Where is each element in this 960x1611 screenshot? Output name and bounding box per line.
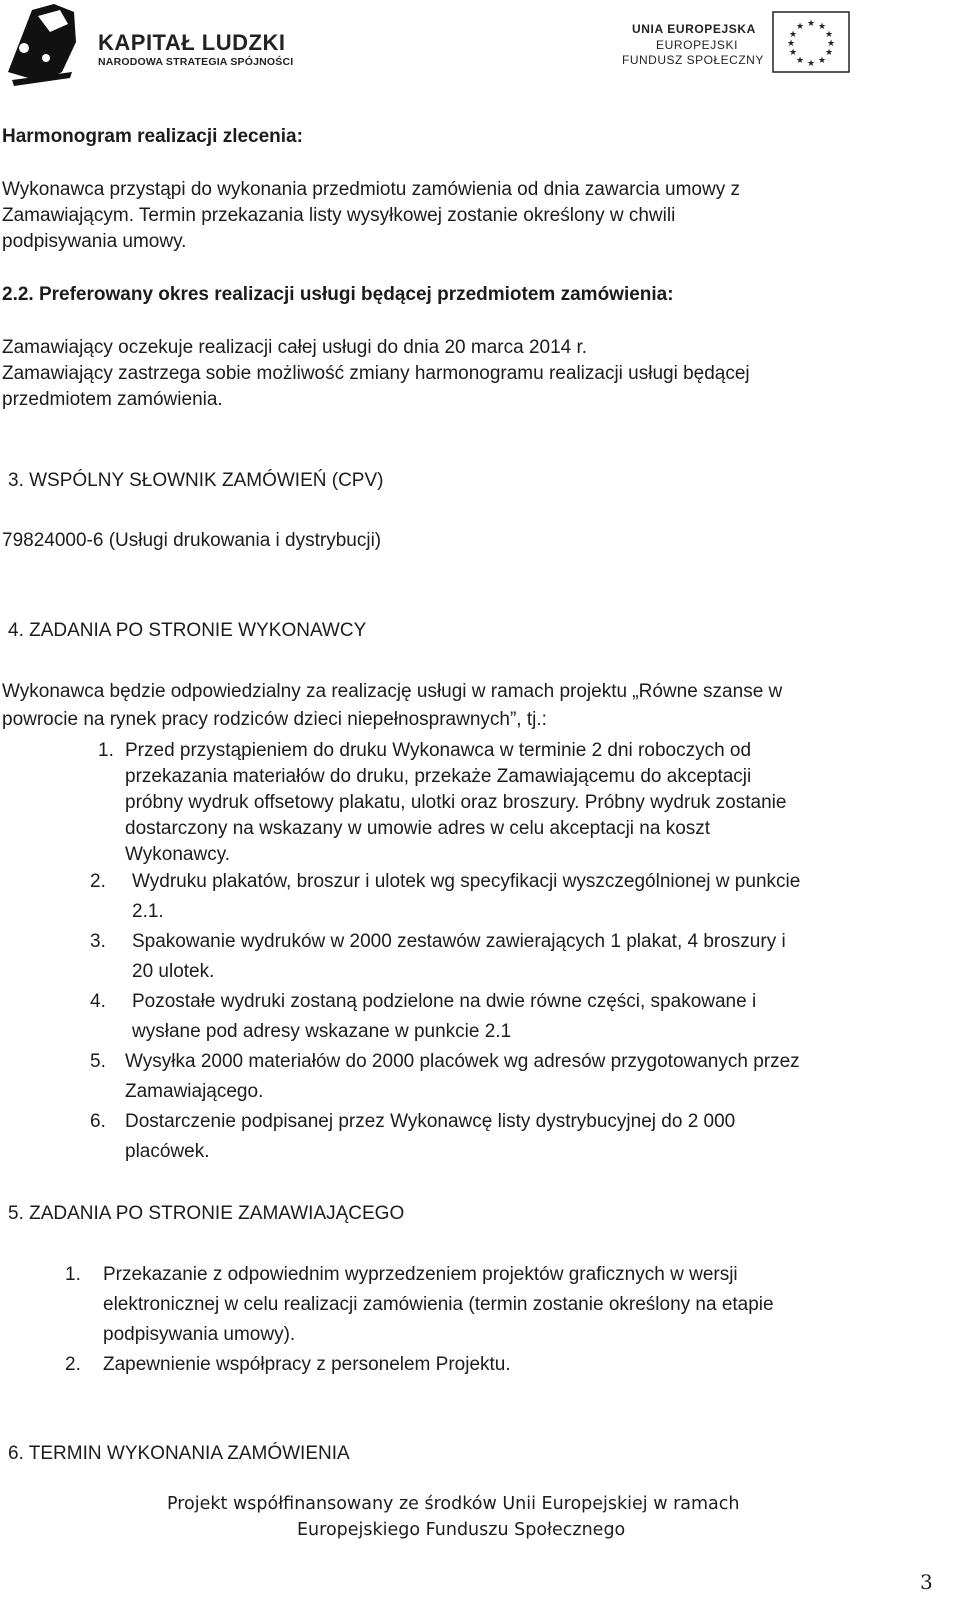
section-4-item-2-line: 2.1. — [132, 901, 164, 922]
svg-text:★: ★ — [806, 19, 816, 29]
section-4-item-6-line: Dostarczenie podpisanej przez Wykonawcę listy dystrybucyjnej do 2 000 — [125, 1111, 736, 1132]
section-4-item-1-line: przekazania materiałów do druku, przekaże Zamawiającemu do akceptacji — [125, 766, 752, 787]
schedule-heading: Harmonogram realizacji zlecenia: — [2, 126, 303, 147]
svg-text:★: ★ — [817, 22, 827, 32]
section-4-intro-1: Wykonawca będzie odpowiedzialny za realizację usługi w ramach projektu „Równe szanse w — [2, 681, 783, 702]
section-4-item-1-line: dostarczony na wskazany w umowie adres w celu akceptacji na koszt — [125, 818, 711, 839]
eu-logo-line3: FUNDUSZ SPOŁECZNY — [622, 53, 764, 67]
section-5-item-1-line: elektronicznej w celu realizacji zamówienia (termin zostanie określony na etapie — [103, 1294, 774, 1315]
svg-text:★: ★ — [806, 59, 816, 69]
svg-text:★: ★ — [826, 39, 836, 49]
section-4-item-3-line: Spakowanie wydruków w 2000 zestawów zawierających 1 plakat, 4 broszury i — [132, 931, 786, 952]
eu-logo-line2: EUROPEJSKI — [656, 38, 739, 52]
footer-line-1: Projekt współfinansowany ze środków Unii Europejskiej w ramach — [167, 1494, 740, 1514]
section-4-item-3-line: 20 ulotek. — [132, 961, 215, 982]
section-4-item-2-num: 2. — [90, 871, 106, 892]
section-2-2-line-1: Zamawiający oczekuje realizacji całej usługi do dnia 20 marca 2014 r. — [2, 337, 588, 358]
svg-text:★: ★ — [788, 48, 798, 58]
section-5-item-1-line: podpisywania umowy). — [103, 1324, 296, 1345]
section-4-item-4-num: 4. — [90, 991, 106, 1012]
kapital-ludzki-subtitle: NARODOWA STRATEGIA SPÓJNOŚCI — [98, 56, 294, 68]
footer-line-2: Europejskiego Funduszu Społecznego — [297, 1520, 626, 1540]
schedule-line-2: Zamawiającym. Termin przekazania listy wysyłkowej zostanie określony w chwili — [2, 205, 676, 226]
section-4-item-1-line: Wykonawcy. — [125, 844, 231, 865]
section-5-heading: 5. ZADANIA PO STRONIE ZAMAWIAJĄCEGO — [8, 1203, 405, 1224]
section-6-heading: 6. TERMIN WYKONANIA ZAMÓWIENIA — [8, 1443, 350, 1464]
section-2-2-line-2: Zamawiający zastrzega sobie możliwość zmiany harmonogramu realizacji usługi będącej — [2, 363, 750, 384]
svg-text:★: ★ — [795, 22, 805, 32]
section-4-item-1-line: Przed przystąpieniem do druku Wykonawca w terminie 2 dni roboczych od — [125, 740, 752, 761]
section-4-item-5-line: Zamawiającego. — [125, 1081, 264, 1102]
eu-logo-line1: UNIA EUROPEJSKA — [632, 22, 756, 36]
svg-text:★: ★ — [795, 56, 805, 66]
schedule-line-1: Wykonawca przystąpi do wykonania przedmiotu zamówienia od dnia zawarcia umowy z — [2, 179, 741, 200]
section-2-2-line-3: przedmiotem zamówienia. — [2, 389, 223, 410]
schedule-line-3: podpisywania umowy. — [2, 231, 187, 252]
section-4-item-3-num: 3. — [90, 931, 106, 952]
page-number: 3 — [920, 1570, 933, 1594]
svg-text:★: ★ — [788, 30, 798, 40]
section-4-item-4-line: Pozostałe wydruki zostaną podzielone na dwie równe części, spakowane i — [132, 991, 757, 1012]
svg-text:★: ★ — [817, 56, 827, 66]
section-4-intro-2: powrocie na rynek pracy rodziców dzieci niepełnosprawnych”, tj.: — [2, 709, 547, 730]
cpv-code: 79824000-6 (Usługi drukowania i dystrybucji) — [2, 530, 382, 551]
svg-text:★: ★ — [824, 30, 834, 40]
section-5-item-2-line: Zapewnienie współpracy z personelem Projektu. — [103, 1354, 511, 1375]
section-4-heading: 4. ZADANIA PO STRONIE WYKONAWCY — [8, 620, 367, 641]
kapital-ludzki-title: KAPITAŁ LUDZKI — [98, 30, 286, 55]
section-4-item-5-num: 5. — [90, 1051, 106, 1072]
eu-flag-icon — [772, 11, 850, 73]
svg-text:★: ★ — [786, 39, 796, 49]
section-4-item-1-line: próbny wydruk offsetowy plakatu, ulotki oraz broszury. Próbny wydruk zostanie — [125, 792, 787, 813]
section-4-item-4-line: wysłane pod adresy wskazane w punkcie 2.1 — [132, 1021, 512, 1042]
section-5-item-1-line: Przekazanie z odpowiednim wyprzedzeniem projektów graficznych w wersji — [103, 1264, 738, 1285]
svg-text:★: ★ — [824, 48, 834, 58]
section-2-2-heading: 2.2. Preferowany okres realizacji usługi będącej przedmiotem zamówienia: — [2, 284, 674, 305]
section-4-item-6-line: placówek. — [125, 1141, 210, 1162]
section-5-item-1-num: 1. — [65, 1264, 81, 1285]
section-4-item-1-num: 1. — [98, 740, 114, 761]
section-4-item-6-num: 6. — [90, 1111, 106, 1132]
section-3-heading: 3. WSPÓLNY SŁOWNIK ZAMÓWIEŃ (CPV) — [8, 470, 384, 491]
section-4-item-2-line: Wydruku plakatów, broszur i ulotek wg specyfikacji wyszczególnionej w punkcie — [132, 871, 801, 892]
section-5-item-2-num: 2. — [65, 1354, 81, 1375]
section-4-item-5-line: Wysyłka 2000 materiałów do 2000 placówek wg adresów przygotowanych przez — [125, 1051, 800, 1072]
